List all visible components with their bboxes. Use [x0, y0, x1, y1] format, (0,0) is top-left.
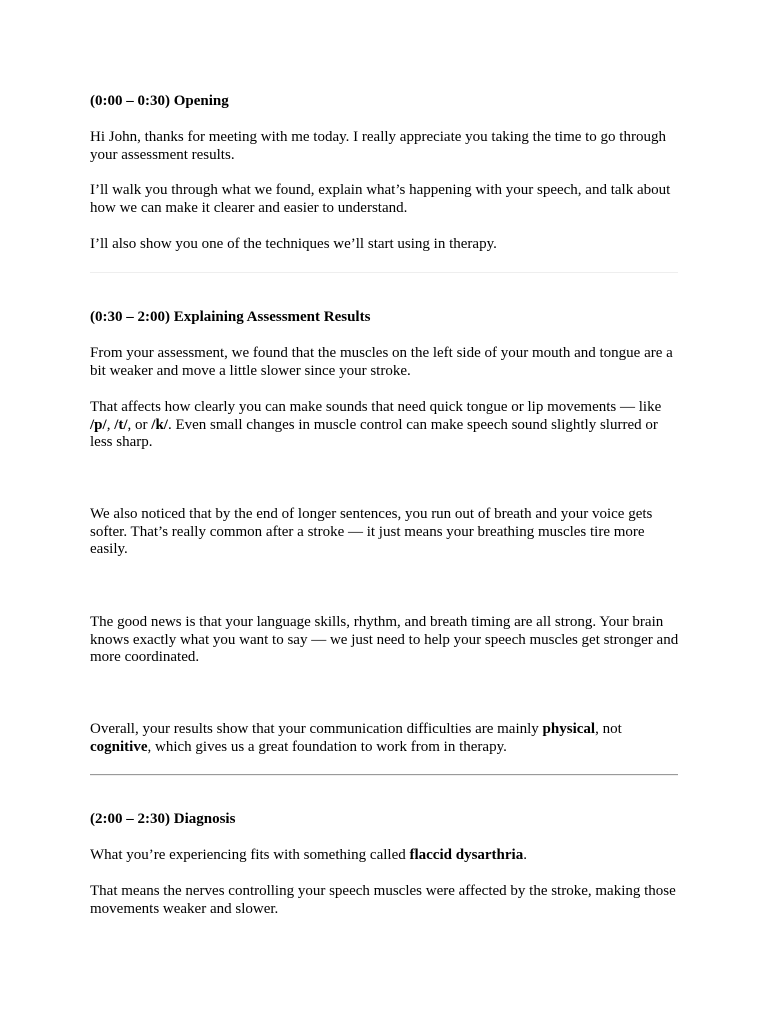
paragraph-greeting: Hi John, thanks for meeting with me today. I really appreciate you taking the time to go through your assessment results.	[90, 129, 666, 163]
paragraph-breathing: We also noticed that by the end of longer sentences, you run out of breath and your voice gets softer. That’s really common after a stroke — it just means your breathing muscles tire more easily.	[90, 506, 653, 558]
text-run: , not	[595, 721, 622, 737]
paragraph-overall	[90, 721, 680, 756]
paragraph-sound-effects	[90, 399, 680, 452]
emphasis-flaccid-dysarthria: flaccid dysarthria	[409, 847, 524, 863]
section-divider	[90, 272, 678, 273]
text-run: ,	[106, 416, 115, 433]
paragraph-techniques: I’ll also show you one of the techniques we’ll start using in therapy.	[90, 236, 497, 252]
phoneme-t: /t/	[114, 416, 128, 433]
section-heading-opening: (0:00 – 0:30) Opening	[90, 93, 229, 109]
text-run: Overall, your results show that your communication difficulties are mainly	[90, 721, 543, 737]
paragraph-muscle-findings: From your assessment, we found that the muscles on the left side of your mouth and tongue are a bit weaker and move a little slower since your stroke.	[90, 345, 673, 379]
text-run: , which gives us a great foundation to work from in therapy.	[147, 738, 507, 755]
paragraph-diagnosis-name	[90, 847, 680, 865]
phoneme-p: /p/	[90, 416, 107, 433]
paragraph-diagnosis-explanation: That means the nerves controlling your speech muscles were affected by the stroke, making those movements weaker and slower.	[90, 883, 676, 917]
phoneme-k: /k/	[151, 416, 168, 433]
text-run: What you’re experiencing fits with something called	[90, 847, 410, 863]
text-run: That affects how clearly you can make sounds that need quick tongue or lip movements — like	[90, 399, 662, 415]
emphasis-cognitive: cognitive	[90, 738, 148, 755]
paragraph-good-news: The good news is that your language skills, rhythm, and breath timing are all strong. Your brain knows exactly what you want to say — we just need to help your speech muscles get stronger and more coordinated.	[90, 614, 679, 666]
section-heading-diagnosis: (2:00 – 2:30) Diagnosis	[90, 811, 236, 827]
section-heading-assessment-results: (0:30 – 2:00) Explaining Assessment Results	[90, 309, 371, 325]
text-run: . Even small changes in muscle control can make speech sound slightly slurred or less sharp.	[90, 416, 658, 451]
text-run: .	[523, 847, 527, 863]
text-run: , or	[127, 416, 152, 433]
paragraph-walkthrough: I’ll walk you through what we found, explain what’s happening with your speech, and talk about how we can make it clearer and easier to understand.	[90, 182, 671, 216]
section-divider-heavy	[90, 774, 678, 776]
emphasis-physical: physical	[542, 721, 596, 737]
